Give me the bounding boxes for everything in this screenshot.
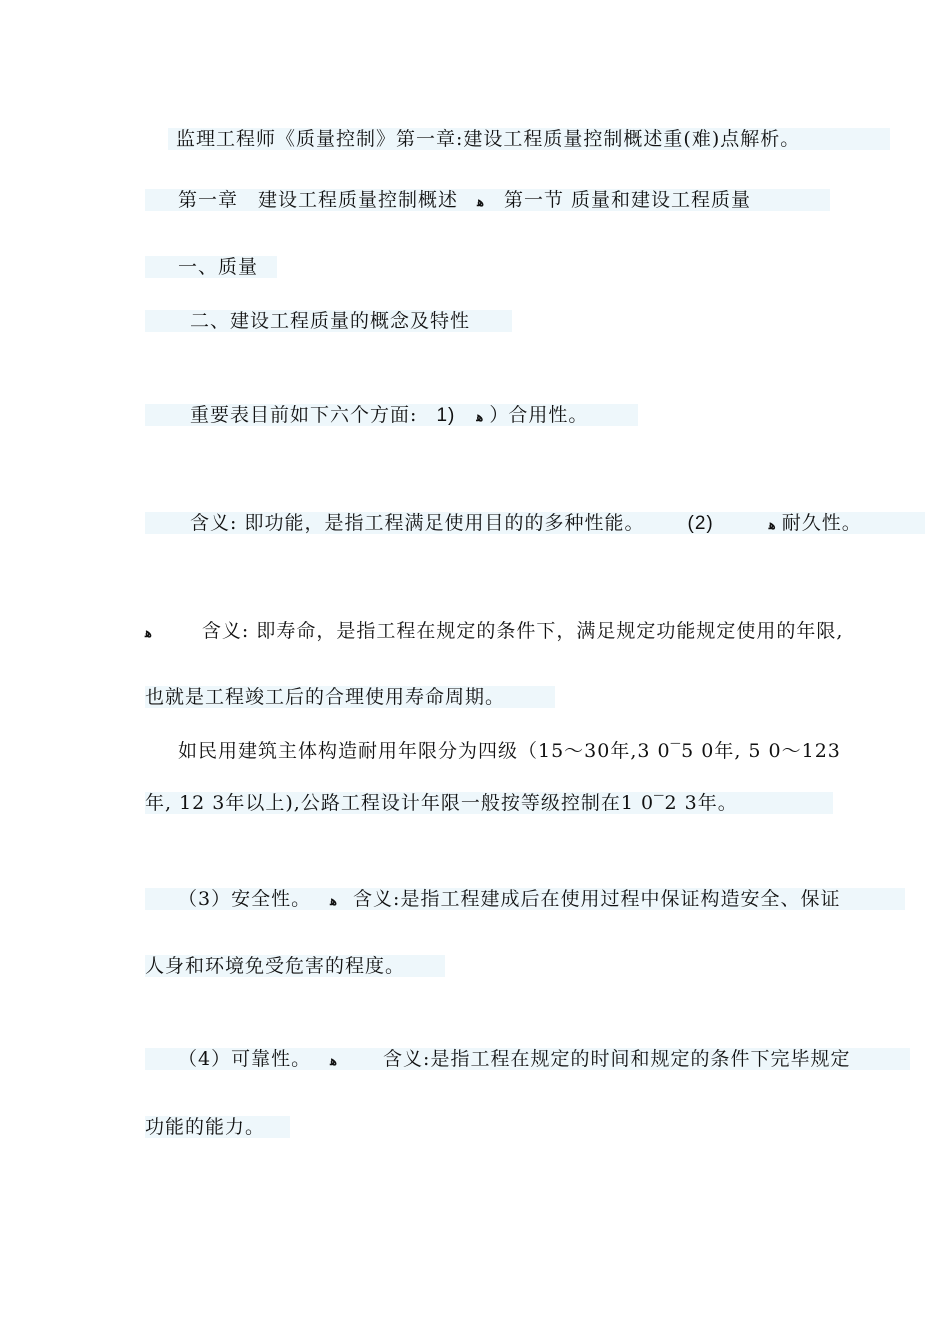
intro-item: ）合用性。	[489, 404, 589, 426]
document-title: 监理工程师《质量控制》第一章:建设工程质量控制概述重(难)点解析。	[176, 128, 801, 150]
section-heading: 第一节 质量和建设工程质量	[503, 189, 752, 211]
item-concept: 二、建设工程质量的概念及特性	[190, 310, 471, 332]
chapter-heading: 第一章 建设工程质量控制概述	[178, 189, 459, 211]
p1-number: (2)	[687, 513, 714, 534]
p1-item: 耐久性。	[781, 512, 862, 534]
bullet-mark-icon: ﻫ	[476, 410, 484, 425]
paragraph-3-line-2: 年, 12 3年以上),公路工程设计年限一般按等级控制在1 0‾2 3年。	[145, 792, 738, 814]
paragraph-1	[190, 510, 862, 539]
paragraph-4-line-1	[178, 886, 840, 915]
bullet-mark-icon: ﻫ	[145, 626, 152, 641]
bullet-mark-icon: ﻫ	[477, 195, 484, 210]
bullet-mark-icon: ﻫ	[330, 894, 337, 909]
paragraph-5-line-2: 功能的能力。	[145, 1116, 266, 1138]
paragraph-4-line-2: 人身和环境免受危害的程度。	[145, 955, 406, 977]
intro-text: 重要表目前如下六个方面:	[190, 404, 418, 426]
paragraph-5-line-1	[178, 1046, 850, 1075]
p5-item: （4）可靠性。	[178, 1048, 312, 1070]
p4-text: 含义:是指工程建成后在使用过程中保证构造安全、保证	[353, 888, 841, 910]
paragraph-3-line-1: 如民用建筑主体构造耐用年限分为四级（15～30年,3 0‾5 0年, 5 0～123	[178, 740, 841, 762]
bullet-mark-icon: ﻫ	[768, 518, 776, 533]
paragraph-2-line-2: 也就是工程竣工后的合理使用寿命周期。	[145, 686, 506, 708]
p1-text: 含义: 即功能，是指工程满足使用目的的多种性能。	[190, 512, 645, 534]
item-quality: 一、质量	[178, 256, 259, 278]
p2-line1: 含义: 即寿命，是指工程在规定的条件下，满足规定功能规定使用的年限,	[201, 620, 844, 642]
intro-number: 1)	[436, 405, 456, 426]
chapter-heading-line	[178, 187, 751, 216]
p5-text: 含义:是指工程在规定的时间和规定的条件下完毕规定	[383, 1048, 851, 1070]
bullet-mark-icon: ﻫ	[330, 1054, 337, 1069]
paragraph-2-line-1	[145, 618, 843, 647]
p4-item: （3）安全性。	[178, 888, 312, 910]
intro-line	[190, 402, 588, 431]
